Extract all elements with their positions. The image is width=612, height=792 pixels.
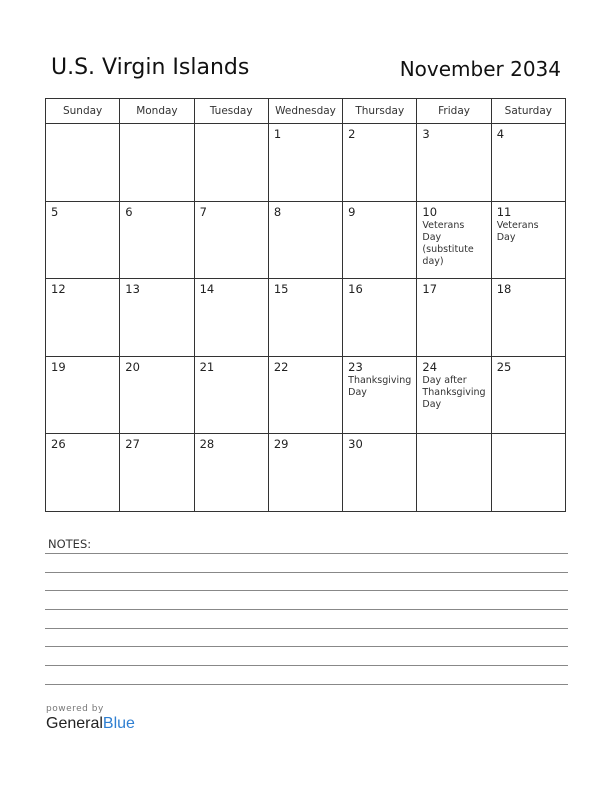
brand-footer (46, 704, 135, 733)
day-cell (46, 279, 120, 357)
day-cell (46, 202, 120, 280)
day-cell (269, 279, 343, 357)
day-cell (492, 202, 566, 280)
day-cell (417, 124, 491, 202)
notes-line (45, 684, 568, 685)
weekday-header: Friday (417, 99, 491, 124)
weekday-header: Sunday (46, 99, 120, 124)
weekday-header: Wednesday (269, 99, 343, 124)
day-cell (269, 357, 343, 435)
day-cell (417, 357, 491, 435)
day-number: 1 (273, 127, 282, 141)
day-cell (343, 357, 417, 435)
day-number: 12 (51, 282, 66, 297)
day-number: 13 (125, 282, 140, 297)
day-number: 8 (273, 204, 282, 219)
day-cell (120, 434, 194, 512)
day-cell (492, 124, 566, 202)
brand-logo (46, 715, 135, 733)
region-title: U.S. Virgin Islands (51, 55, 250, 80)
notes-line (45, 665, 568, 666)
day-cell (46, 124, 120, 202)
day-number: 20 (125, 359, 140, 374)
day-number: 2 (348, 127, 356, 141)
day-number: 27 (125, 437, 140, 452)
day-number: 28 (199, 437, 215, 452)
day-number: 21 (199, 359, 215, 374)
day-number: 23 (348, 359, 363, 374)
day-cell (417, 279, 491, 357)
day-number: 16 (348, 282, 363, 297)
weekday-header: Thursday (343, 99, 417, 124)
day-cell (343, 434, 417, 512)
day-cell (195, 202, 269, 280)
day-number: 17 (422, 282, 438, 297)
day-number: 6 (125, 204, 133, 219)
day-number: 3 (422, 127, 430, 141)
weekday-header: Monday (120, 99, 194, 124)
holiday-label: Veterans Day (substitute day) (422, 219, 474, 267)
day-cell (417, 202, 491, 280)
holiday-label: Veterans Day (496, 219, 539, 243)
day-cell (120, 202, 194, 280)
day-number: 7 (199, 204, 207, 219)
day-cell (269, 434, 343, 512)
day-number: 19 (51, 359, 66, 374)
day-number: 22 (273, 359, 289, 374)
day-number: 5 (51, 204, 59, 219)
notes-line (45, 553, 568, 554)
day-cell (120, 357, 194, 435)
brand-name-part1: General (46, 715, 103, 732)
day-number: 14 (199, 282, 215, 297)
day-cell (195, 279, 269, 357)
day-cell (492, 357, 566, 435)
day-number: 24 (422, 359, 438, 374)
day-cell (343, 202, 417, 280)
day-number: 26 (51, 437, 66, 452)
day-cell (195, 124, 269, 202)
holiday-label: Day after Thanksgiving Day (422, 374, 486, 410)
month-title: November 2034 (399, 57, 561, 81)
day-cell (195, 357, 269, 435)
holiday-label: Thanksgiving Day (348, 374, 412, 398)
day-number: 9 (348, 204, 356, 219)
notes-line (45, 572, 568, 573)
day-number: 30 (348, 437, 363, 452)
day-cell (120, 279, 194, 357)
notes-line (45, 590, 568, 591)
day-number: 29 (273, 437, 289, 452)
day-cell (343, 279, 417, 357)
day-cell (120, 124, 194, 202)
calendar-grid (45, 98, 566, 512)
notes-label: NOTES: (48, 537, 92, 551)
weekday-header: Saturday (492, 99, 566, 124)
day-cell (269, 202, 343, 280)
brand-name-part2: Blue (102, 715, 135, 732)
day-cell (417, 434, 491, 512)
notes-line (45, 628, 568, 629)
day-number: 11 (496, 204, 512, 219)
powered-by-text: powered by (46, 704, 104, 714)
day-number: 18 (496, 282, 512, 297)
notes-line (45, 609, 568, 610)
day-number: 4 (496, 127, 505, 141)
notes-line (45, 646, 568, 647)
day-number: 25 (496, 359, 512, 374)
day-cell (492, 279, 566, 357)
weekday-header: Tuesday (195, 99, 269, 124)
day-cell (492, 434, 566, 512)
day-cell (195, 434, 269, 512)
day-number: 10 (422, 204, 438, 219)
day-number: 15 (273, 282, 289, 297)
day-cell (46, 434, 120, 512)
day-cell (46, 357, 120, 435)
day-cell (269, 124, 343, 202)
day-cell (343, 124, 417, 202)
